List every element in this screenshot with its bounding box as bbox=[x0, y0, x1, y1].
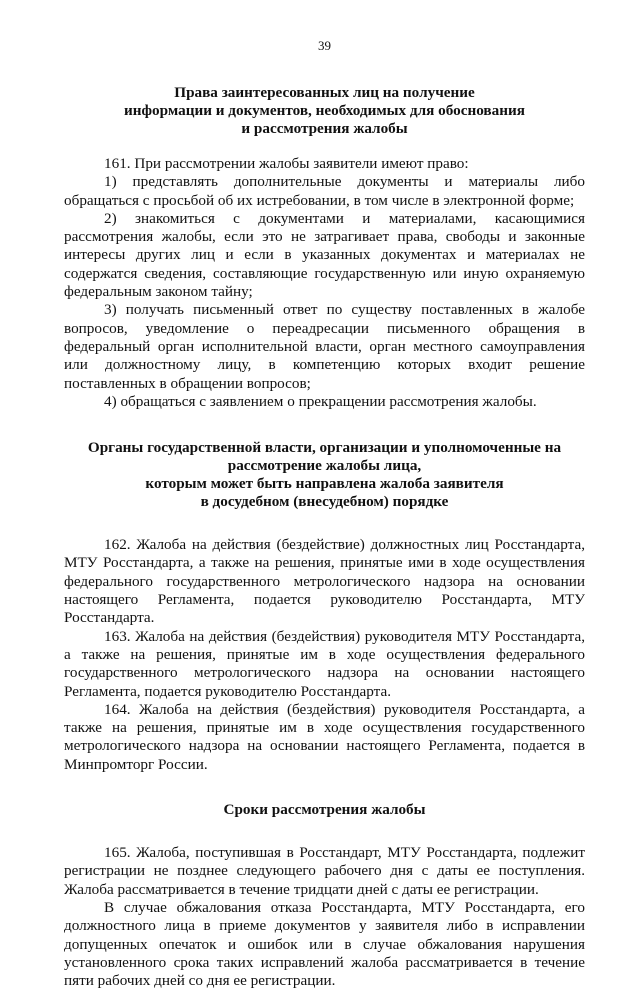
section-heading-rights bbox=[64, 84, 585, 138]
heading-line: и рассмотрения жалобы bbox=[241, 120, 408, 137]
paragraph-163: 163. Жалоба на действия (бездействия) руководителя МТУ Росстандарта, а также на решения, принятые им в ходе осуществления федерального государственного метрологического надзора на основании настоящего Регламента, подается руководителю Росстандарта. bbox=[64, 627, 585, 700]
section-heading-deadlines bbox=[64, 801, 585, 819]
paragraph-161-item-4: 4) обращаться с заявлением о прекращении рассмотрения жалобы. bbox=[104, 392, 537, 410]
heading-line: рассмотрение жалобы лица, bbox=[227, 457, 422, 475]
section-heading-authorities bbox=[64, 439, 585, 511]
heading-line: Права заинтересованных лиц на получение bbox=[174, 84, 475, 101]
paragraph-161: 161. При рассмотрении жалобы заявители имеют право: bbox=[104, 155, 469, 172]
paragraph-164: 164. Жалоба на действия (бездействия) руководителя Росстандарта, а также на решения, принятые им в ходе осуществления государственного метрологического надзора на основании настоящего Регламента, подается в Минпромторг России. bbox=[64, 700, 585, 773]
page-number: 39 bbox=[318, 38, 331, 53]
heading-line: информации и документов, необходимых для обоснования bbox=[124, 102, 525, 119]
heading-line: в досудебном (внесудебном) порядке bbox=[200, 493, 449, 511]
heading-line: Сроки рассмотрения жалобы bbox=[223, 801, 426, 819]
heading-line: которым может быть направлена жалоба заявителя bbox=[145, 475, 504, 493]
section-body-authorities bbox=[64, 536, 585, 774]
heading-line: Органы государственной власти, организации и уполномоченные на bbox=[87, 439, 562, 457]
paragraph-165: 165. Жалоба, поступившая в Росстандарт, МТУ Росстандарта, подлежит регистрации не позднее следующего рабочего дня с даты ее поступления. Жалоба рассматривается в течение тридцати дней с даты ее регистрации. bbox=[64, 844, 585, 898]
paragraph-162: 162. Жалоба на действия (бездействие) должностных лиц Росстандарта, МТУ Росстандарта, а также на решения, принятые ими в ходе осуществления федерального государственного метрологического надзора на основании настоящего Регламента, подается руководителю Росстандарта, МТУ Росстандарта. bbox=[64, 536, 585, 627]
section-body-rights bbox=[64, 155, 585, 411]
section-body-deadlines bbox=[64, 844, 585, 990]
paragraph-161-item-2: 2) знакомиться с документами и материалами, касающимися рассмотрения жалобы, если это не затрагивает права, свободы и законные интересы других лиц и если в указанных документах и материалах не содержатся сведения, составляющие государственную или иную охраняемую федеральным законом тайну; bbox=[64, 209, 585, 301]
paragraph-161-item-3: 3) получать письменный ответ по существу поставленных в жалобе вопросов, уведомление о переадресации письменного обращения в федеральный орган исполнительной власти, орган местного самоуправления или должностному лицу, в компетенцию которых входит решение поставленных в обращении вопросов; bbox=[64, 301, 585, 392]
paragraph-161-item-1: 1) представлять дополнительные документы и материалы либо обращаться с просьбой об их истребовании, в том числе в электронной форме; bbox=[64, 173, 585, 209]
paragraph-165-appeal: В случае обжалования отказа Росстандарта, МТУ Росстандарта, его должностного лица в приеме документов у заявителя либо в исправлении допущенных опечаток и ошибок или в случае обжалования нарушения установленного срока таких исправлений жалоба рассматривается в течение пяти рабочих дней со дня ее регистрации. bbox=[64, 898, 585, 990]
